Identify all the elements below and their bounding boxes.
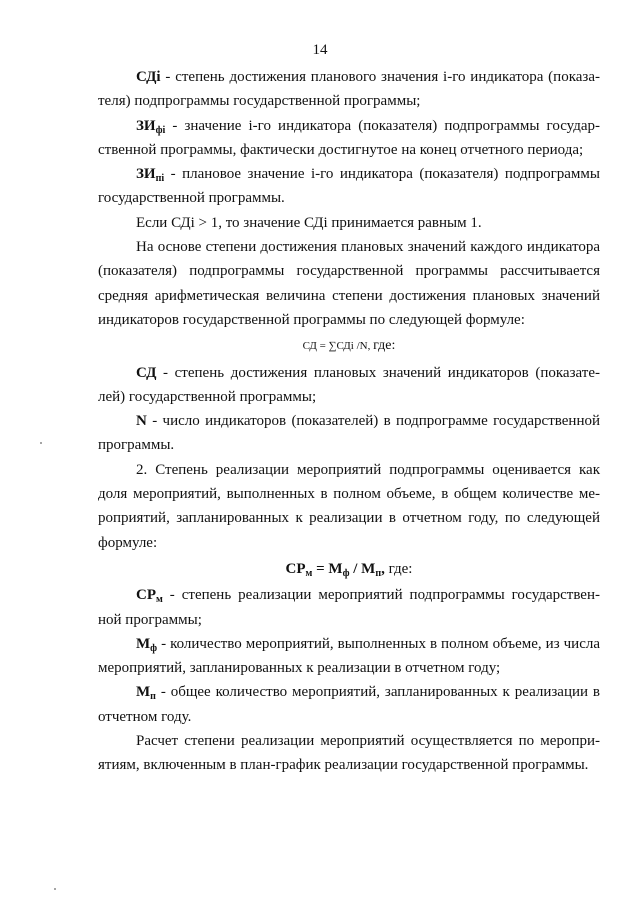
paragraph-calculation-note: Расчет степени реализации мероприятий осуществляется по меропри-ятиям, включенным в план-график реализации государственной программы.	[98, 733, 600, 774]
paragraph-mf-definition: $М_ф$ - количество мероприятий, выполненных в полном объеме, из числа мероприятий, запланированных к реализации в отчетном году;	[98, 635, 600, 677]
paragraph-measures-intro: 2. Степень реализации мероприятий подпрограммы оценивается как доля мероприятий, выполненных в полном объеме, в общем количестве ме-роприятий, запланированных к реализации в отчетном году, по следующей формуле:	[98, 461, 600, 551]
paragraph-n-definition: N - число индикаторов (показателей) в подпрограмме государственной программы.	[98, 413, 600, 454]
term-srm: $СР_м$	[136, 587, 163, 606]
term-zif: $ЗИ_{фi}$	[136, 117, 166, 136]
paragraph-srm-definition: $СР_м$ - степень реализации мероприятий подпрограммы государствен-ной программы;	[98, 587, 600, 628]
paragraph-sdi-definition: СДi - степень достижения планового значения i-го индикатора (показа-теля) подпрограммы государственной программы;	[98, 69, 600, 110]
paragraph-condition: Если СДi > 1, то значение СДi принимается равным 1.	[136, 214, 482, 231]
paragraph-sd-definition: СД - степень достижения плановых значений индикаторов (показате-лей) государственной программы;	[98, 364, 600, 405]
paragraph-zif-definition: $ЗИ_{фi}$ - значение i-го индикатора (показателя) подпрограммы государ-ственной программы, фактически достигнутое на конец отчетного периода;	[98, 117, 600, 158]
page-number: 14	[312, 42, 328, 58]
term-sd: СД	[136, 364, 157, 381]
paragraph-mp-definition: $М_п$ - общее количество мероприятий, запланированных к реализации в отчетном году.	[98, 684, 600, 725]
term-zip: $ЗИ_{пi}$	[136, 166, 165, 185]
term-mp: $М_п$	[136, 684, 156, 703]
paragraph-average-intro: На основе степени достижения плановых значений каждого индикатора (показателя) подпрограммы государственной программы рассчитывается средняя арифметическая величина степени достижения плановых значений индикаторов государственной программы по следующей формуле:	[98, 239, 600, 328]
paragraph-zip-definition: $ЗИ_{пi}$ - плановое значение i-го индикатора (показателя) подпрограммы государственной программы.	[98, 166, 600, 207]
scan-speck	[54, 888, 56, 890]
term-sdi: СДi	[136, 69, 161, 85]
scan-speck	[40, 442, 42, 444]
document-body	[98, 65, 600, 778]
formula-srm: $СР_м = М_ф / М_п$, где:	[285, 560, 413, 579]
term-mf: $М_ф$	[136, 635, 158, 654]
term-n: N	[136, 413, 147, 430]
formula-sd: СД = ∑СДi /N, где:	[302, 338, 396, 354]
